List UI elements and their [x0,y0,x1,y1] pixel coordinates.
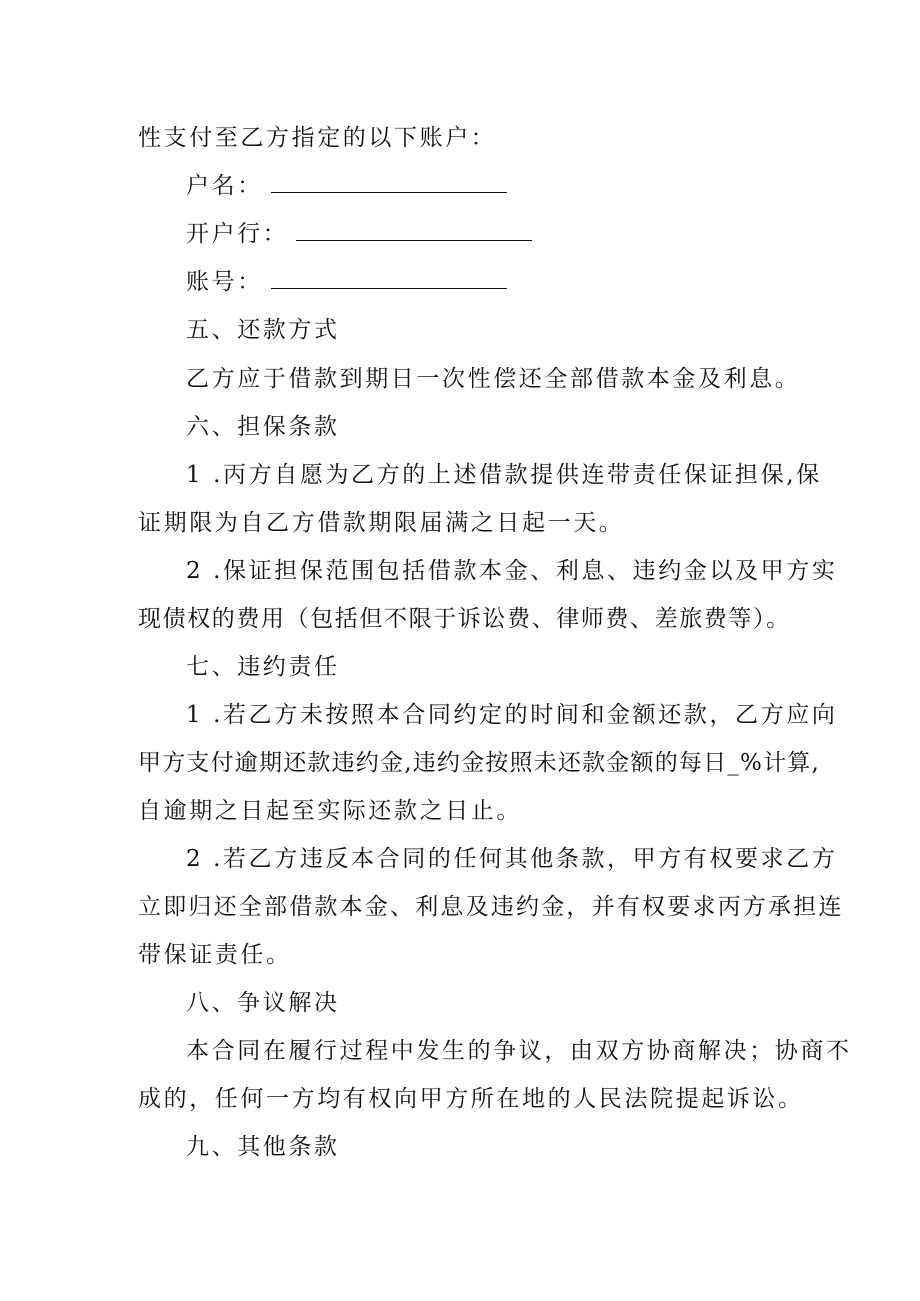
section7-item1-line-1: 1 .若乙方未按照本合同约定的时间和金额还款，乙方应向 [186,702,838,728]
section8-line-2: 成的，任何一方均有权向甲方所在地的人民法院提起诉讼。 [138,1086,804,1112]
account-name-field [186,172,507,200]
section6-item2-line-2: 现债权的费用（包括但不限于诉讼费、律师费、差旅费等）。 [138,606,791,632]
account-number-label: 账号： [186,269,263,295]
section7-item2-line-3: 带保证责任。 [138,942,292,968]
section6-item1-line-2: 证期限为自乙方借款期限届满之日起一天。 [138,510,625,536]
bank-blank [296,220,532,241]
intro-line: 性支付至乙方指定的以下账户： [138,125,497,151]
section6-item1-line-1: 1 .丙方自愿为乙方的上述借款提供连带责任保证担保,保 [186,462,822,488]
account-number-blank [271,268,507,289]
bank-label: 开户行： [186,221,289,247]
section7-item2-line-2: 立即归还全部借款本金、利息及违约金，并有权要求丙方承担连 [138,894,844,920]
account-name-blank [271,172,507,193]
section6-item2-line-1: 2 .保证担保范围包括借款本金、利息、违约金以及甲方实 [186,558,838,584]
section7-item2-line-1: 2 .若乙方违反本合同的任何其他条款，甲方有权要求乙方 [186,846,838,872]
section7-item1-line-3: 自逾期之日起至实际还款之日止。 [138,798,522,824]
section8-line-1: 本合同在履行过程中发生的争议，由双方协商解决；协商不 [186,1038,852,1064]
account-number-field [186,268,507,296]
section6-heading: 六、担保条款 [186,414,340,440]
section9-heading: 九、其他条款 [186,1134,340,1160]
account-name-label: 户名： [186,173,263,199]
section7-heading: 七、违约责任 [186,654,340,680]
section5-heading: 五、还款方式 [186,317,340,343]
section5-line-1: 乙方应于借款到期日一次性偿还全部借款本金及利息。 [186,366,801,392]
section7-item1-line-2: 甲方支付逾期还款违约金,违约金按照未还款金额的每日_%计算, [138,750,820,776]
section8-heading: 八、争议解决 [186,990,340,1016]
bank-field [186,220,532,248]
